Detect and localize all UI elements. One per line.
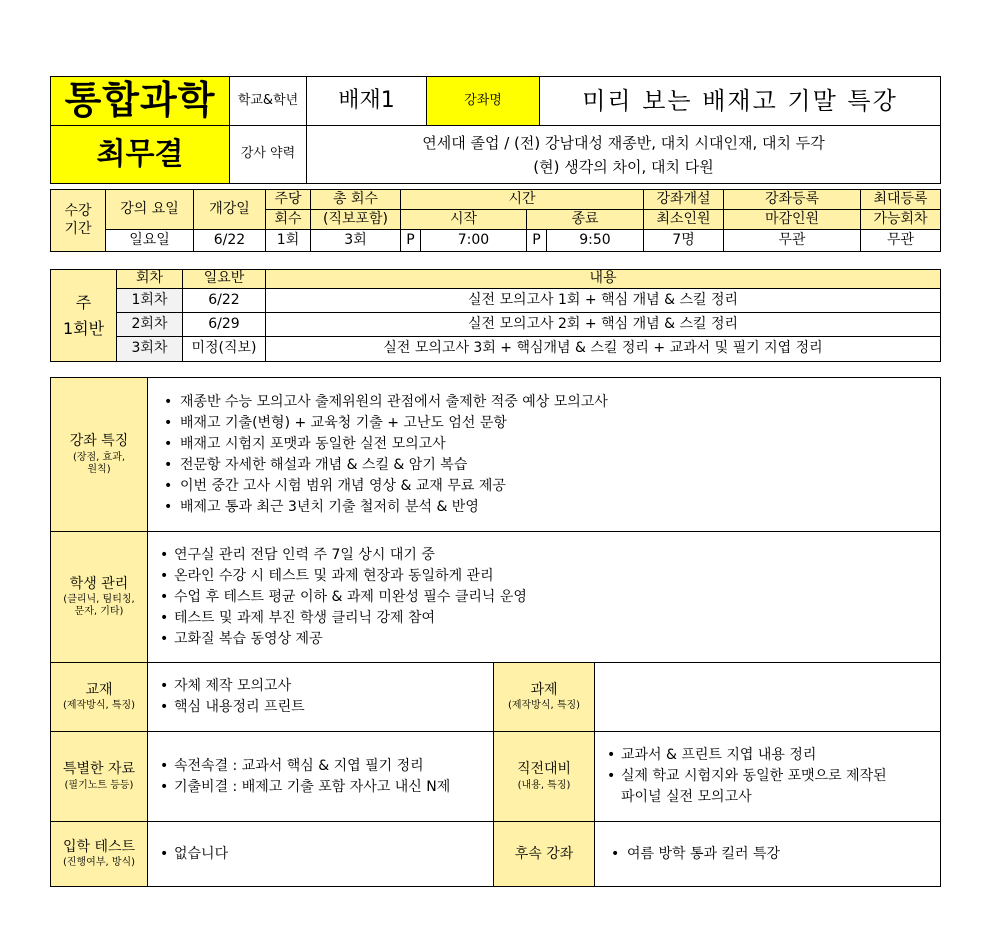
material-label: 교재 (제작방식, 특징): [51, 663, 148, 732]
management-item: • 테스트 및 과제 부진 학생 클리닉 강제 참여: [158, 608, 940, 629]
schedule-group-label: [51, 270, 117, 362]
special-item: • 속전속결 : 교과서 핵심 & 지엽 필기 정리: [158, 756, 493, 777]
max-header-1: 최대등록: [861, 190, 941, 210]
special-sub: (필기노트 등등): [64, 779, 134, 791]
material-item: • 핵심 내용정리 프린트: [158, 697, 493, 718]
follow-up-item: • 여름 방학 통과 킬러 특강: [605, 844, 940, 865]
time-start-header: 시작: [401, 210, 527, 230]
session-header: 회차: [117, 270, 183, 289]
course-title: 미리 보는 배재고 기말 특강: [540, 77, 941, 126]
management-item: • 고화질 복습 동영상 제공: [158, 629, 940, 650]
features-content: [148, 378, 941, 532]
management-sub-1: (클리닉, 팀티칭,: [63, 594, 135, 606]
weekly-header-2: 회수: [266, 210, 311, 230]
total-header-2: (직보포함): [311, 210, 401, 230]
management-content: [148, 532, 941, 663]
date-cell: 미정(직보): [183, 337, 266, 362]
period-label-line-2: 기간: [64, 220, 92, 237]
school-grade-label: 학교&학년: [230, 77, 307, 126]
career-label: 강사 약력: [230, 126, 307, 184]
management-item: • 수업 후 테스트 평균 이하 & 과제 미완성 필수 클리닉 운영: [158, 587, 940, 608]
follow-up-content: [595, 822, 941, 887]
material-content: [148, 663, 494, 732]
management-item: • 온라인 수강 시 테스트 및 과제 현장과 동일하게 관리: [158, 566, 940, 587]
end-time: 9:50: [547, 230, 644, 252]
content-cell: 실전 모의고사 2회 + 핵심 개념 & 스킬 정리: [266, 313, 941, 337]
prep-item-continuation: 파이널 실전 모의고사: [621, 789, 752, 805]
prep-item: • 실제 학교 시험지와 동일한 포맷으로 제작된: [605, 766, 940, 787]
deadline-header-2: 마감인원: [724, 210, 861, 230]
course-name-label: 강좌명: [427, 77, 540, 126]
session-cell: 3회차: [117, 337, 183, 362]
features-sub-1: (장점, 효과,: [72, 451, 126, 463]
max-header-2: 가능회차: [861, 210, 941, 230]
session-cell: 2회차: [117, 313, 183, 337]
entry-test-sub: (진행여부, 방식): [62, 857, 136, 869]
management-item: • 연구실 관리 전담 인력 주 7일 상시 대기 중: [158, 545, 940, 566]
end-ampm: P: [527, 230, 547, 252]
min-header-2: 최소인원: [644, 210, 724, 230]
school-grade-value: 배재1: [307, 77, 427, 126]
deadline-header-1: 강좌등록: [724, 190, 861, 210]
max-value: 무관: [861, 230, 941, 252]
date-header: 일요반: [183, 270, 266, 289]
time-end-header: 종료: [527, 210, 644, 230]
feature-item: • 배재고 기출(변형) + 교육청 기출 + 고난도 엄선 문항: [158, 413, 940, 434]
homework-content: [595, 663, 941, 732]
start-time: 7:00: [421, 230, 527, 252]
entry-test-content: [148, 822, 494, 887]
day-value: 일요일: [106, 230, 194, 252]
content-header: 내용: [266, 270, 941, 289]
management-label: 학생 관리 (클리닉, 팀티칭, 문자, 기타): [51, 532, 148, 663]
special-content: [148, 732, 494, 822]
group-label-line-2: 1회반: [62, 318, 105, 338]
period-row-label: [51, 190, 106, 252]
session-cell: 1회차: [117, 289, 183, 313]
course-header-table: [50, 76, 941, 184]
feature-item: • 배제고 통과 최근 3년치 기출 철저히 분석 & 반영: [158, 497, 940, 518]
content-cell: 실전 모의고사 1회 + 핵심 개념 & 스킬 정리: [266, 289, 941, 313]
course-info-table: [50, 377, 941, 887]
feature-item: • 이번 중간 고사 시험 범위 개념 영상 & 교재 무료 제공: [158, 476, 940, 497]
special-label: 특별한 자료 (필기노트 등등): [51, 732, 148, 822]
career-line-1: 연세대 졸업 / (전) 강남대성 재종반, 대치 시대인재, 대치 두각: [422, 133, 825, 152]
time-header: 시간: [401, 190, 644, 210]
group-label-line-1: 주: [75, 292, 92, 312]
homework-sub: (제작방식, 특징): [507, 700, 581, 712]
deadline-value: 무관: [724, 230, 861, 252]
start-ampm: P: [401, 230, 421, 252]
entry-test-item: • 없습니다: [158, 844, 493, 865]
feature-item: • 배재고 시험지 포맷과 동일한 실전 모의고사: [158, 434, 940, 455]
feature-item: • 전문항 자세한 해설과 개념 & 스킬 & 암기 복습: [158, 455, 940, 476]
teacher-career: [307, 126, 941, 184]
prep-sub: (내용, 특징): [517, 779, 571, 791]
weekly-value: 1회: [266, 230, 311, 252]
prep-label: 직전대비 (내용, 특징): [494, 732, 595, 822]
period-label-line-1: 수강: [64, 203, 92, 219]
total-value: 3회: [311, 230, 401, 252]
features-label: 강좌 특징 (장점, 효과, 원칙): [51, 378, 148, 532]
material-sub: (제작방식, 특징): [62, 700, 136, 712]
min-value: 7명: [644, 230, 724, 252]
content-cell: 실전 모의고사 3회 + 핵심개념 & 스킬 정리 + 교과서 및 필기 지엽 정리: [266, 337, 941, 362]
day-header: 강의 요일: [106, 190, 194, 230]
start-date-value: 6/22: [194, 230, 266, 252]
entry-test-label: 입학 테스트 (진행여부, 방식): [51, 822, 148, 887]
material-item: • 자체 제작 모의고사: [158, 676, 493, 697]
special-item: • 기출비결 : 배제고 기출 포함 자사고 내신 N제: [158, 777, 493, 798]
schedule-table: [50, 269, 941, 362]
follow-up-label: 후속 강좌: [494, 822, 595, 887]
homework-label: 과제 (제작방식, 특징): [494, 663, 595, 732]
prep-item: • 교과서 & 프린트 지엽 내용 정리: [605, 745, 940, 766]
features-sub-2: 원칙): [87, 463, 111, 475]
weekly-header-1: 주당: [266, 190, 311, 210]
management-sub-2: 문자, 기타): [74, 606, 124, 618]
prep-content: [595, 732, 941, 822]
date-cell: 6/22: [183, 289, 266, 313]
teacher-name: 최무결: [51, 126, 230, 184]
start-date-header: 개강일: [194, 190, 266, 230]
enrollment-period-table: [50, 189, 941, 252]
total-header-1: 총 회수: [311, 190, 401, 210]
date-cell: 6/29: [183, 313, 266, 337]
min-header-1: 강좌개설: [644, 190, 724, 210]
feature-item: • 재종반 수능 모의고사 출제위원의 관점에서 출제한 적중 예상 모의고사: [158, 392, 940, 413]
subject-title: 통합과학: [51, 77, 230, 126]
career-line-2: (현) 생각의 차이, 대치 다원: [533, 157, 714, 176]
